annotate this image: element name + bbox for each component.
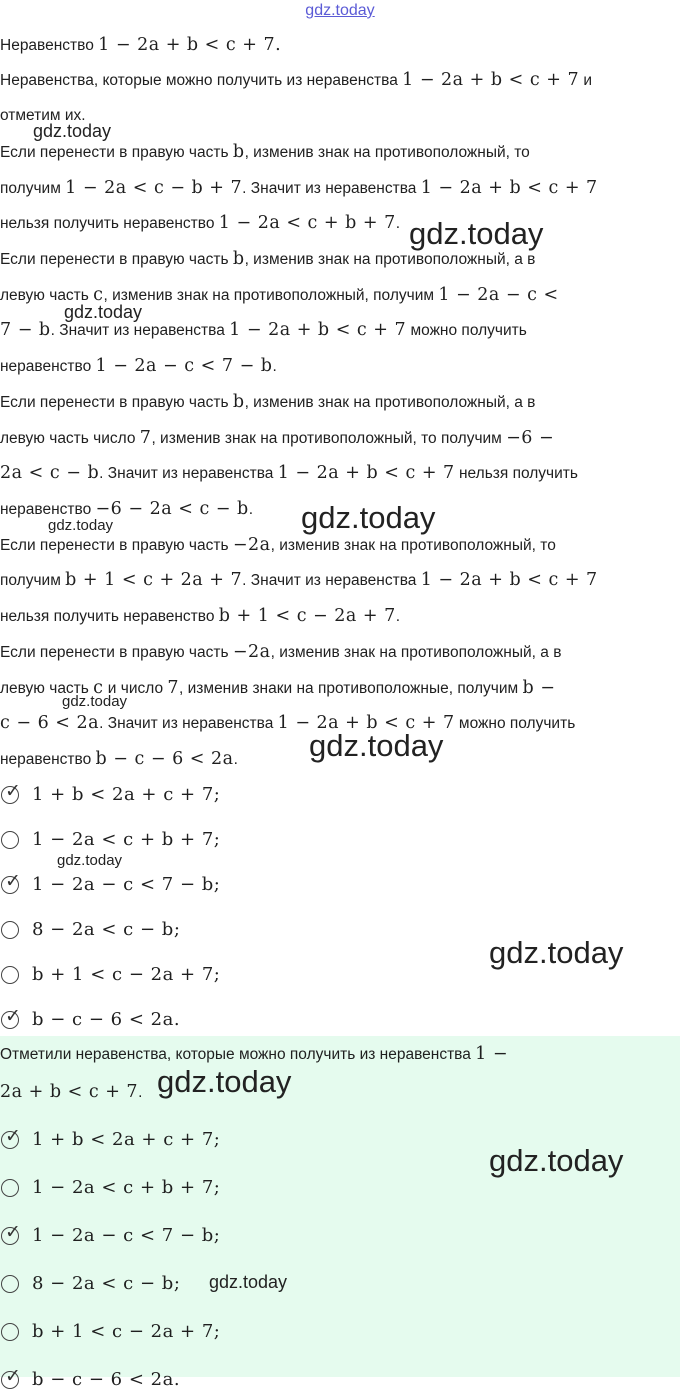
math: 1 − 2a + b < c + 7 [277,463,455,483]
case2-line-1 [0,249,680,270]
empty-circle-icon[interactable] [1,1179,19,1197]
case1-line-1 [0,142,680,163]
text: нельзя получить неравенство [0,215,219,232]
text: Если перенести в правую часть [0,144,233,161]
math: c [93,678,104,698]
text: Если перенести в правую часть [0,251,233,268]
math: b [232,392,245,412]
text: нельзя получить неравенство [0,608,219,625]
watermark: gdz.today [409,216,544,251]
text: неравенство [0,358,96,375]
text: . [248,501,254,518]
text: Если перенести в правую часть [0,644,233,661]
gdz-link[interactable]: gdz.today [305,2,375,19]
math: 7 [139,428,152,448]
math: 2a < c − b [0,463,100,483]
intro-line-1 [0,35,680,56]
watermark: gdz.today [489,935,624,970]
case4-line-3 [0,606,680,627]
checkmark-glyph: ✓ [5,1005,21,1027]
text: неравенство [0,751,96,768]
checkmark-glyph: ✓ [5,1365,21,1387]
case1-line-2 [0,178,680,199]
text: , изменив знак на противоположный, то [244,144,530,161]
case2-line-3 [0,320,680,341]
case4-line-2 [0,570,680,591]
option-text: b + 1 < c − 2a + 7; [32,1321,221,1342]
text: и [579,72,593,89]
text: можно получить [454,715,576,732]
math: −2a [232,642,271,662]
text: . Значит из неравенства [50,322,230,339]
option-text: 1 + b < 2a + c + 7; [32,1129,221,1150]
text: . Значит из неравенства [242,180,421,197]
option-text: 1 + b < 2a + c + 7; [32,784,221,805]
answer-box [0,1036,680,1390]
watermark: gdz.today [62,693,128,710]
text: левую часть [0,287,94,304]
text: неравенство [0,501,96,518]
answer-line-2 [0,1082,680,1103]
watermark: gdz.today [309,728,444,763]
text: . [138,1084,143,1101]
checkmark-glyph: ✓ [5,870,21,892]
text: Отметили неравенства, которые можно получить из неравенства [0,1046,476,1063]
text: левую часть число [0,430,140,447]
empty-circle-icon[interactable] [1,1275,19,1293]
math: 1 − [475,1044,509,1064]
math: 1 − 2a − c < [438,285,559,305]
case3-line-1 [0,392,680,413]
math: b + 1 < c − 2a + 7 [218,606,396,626]
math: 7 [167,678,180,698]
text: можно получить [406,322,527,339]
math: b [232,142,245,162]
text: . [395,608,401,625]
math: 1 − 2a + b < c + 7 [420,178,598,198]
text: , изменив знак на противоположный, получим [103,287,439,304]
empty-circle-icon[interactable] [1,831,19,849]
text: . Значит из неравенства [99,465,278,482]
text: , изменив знак на противоположный, а в [270,644,562,661]
empty-circle-icon[interactable] [1,966,19,984]
math: 2a + b < c + 7 [0,1082,139,1102]
checkmark-glyph: ✓ [5,1125,21,1147]
math: b − [522,678,556,698]
math: 1 − 2a + b < c + 7 [420,570,598,590]
text: Если перенести в правую часть [0,537,233,554]
watermark: gdz.today [48,517,114,534]
math: 1 − 2a − c < 7 − b [95,356,273,376]
watermark: gdz.today [57,852,123,869]
math: b − c − 6 < 2a [95,749,234,769]
text: . [395,215,401,232]
math: 1 − 2a < c + b + 7 [218,213,396,233]
text: Неравенства, которые можно получить из неравенства [0,72,403,89]
text: и число [103,680,168,697]
math: b + 1 < c + 2a + 7 [65,570,243,590]
intro-line-2 [0,70,680,91]
math: 1 − 2a < c − b + 7 [65,178,243,198]
watermark: gdz.today [33,121,112,141]
watermark: gdz.today [301,500,436,535]
text: . [233,751,238,768]
case4-line-1 [0,535,680,556]
math: −2a [232,535,271,555]
option-text: 1 − 2a − c < 7 − b; [32,874,221,895]
text: , изменив знак на противоположный, а в [244,251,536,268]
text: нельзя получить [454,465,578,482]
text: , изменив знаки на противоположные, получим [179,680,523,697]
watermark: gdz.today [64,302,143,322]
case3-line-2 [0,428,680,449]
option-text: 1 − 2a < c + b + 7; [32,1177,221,1198]
case5-line-1 [0,642,680,663]
option-text: 1 − 2a < c + b + 7; [32,829,221,850]
math: 1 − 2a + b < c + 7 [229,320,407,340]
case1-line-3 [0,213,680,234]
text: отметим их. [0,107,86,124]
text: . Значит из неравенства [242,572,421,589]
option-text: 1 − 2a − c < 7 − b; [32,1225,221,1246]
math: −6 − 2a < c − b [95,499,249,519]
text: Если перенести в правую часть [0,394,233,411]
case2-line-4 [0,356,680,377]
option-text: b − c − 6 < 2a. [32,1009,181,1030]
math: 1 − 2a + b < c + 7. [98,35,282,55]
text: , изменив знак на противоположный, то получим [151,430,507,447]
text: , изменив знак на противоположный, то [270,537,556,554]
checkmark-glyph: ✓ [5,780,21,802]
math: 7 − b [0,320,51,340]
answer-line-1 [0,1044,680,1065]
math: c [93,285,104,305]
option-text: b − c − 6 < 2a. [32,1369,181,1390]
math: b [232,249,245,269]
option-text: 8 − 2a < c − b; [32,1273,181,1294]
text: , изменив знак на противоположный, а в [244,394,536,411]
watermark: gdz.today [157,1064,292,1099]
math: c − 6 < 2a [0,713,100,733]
empty-circle-icon[interactable] [1,921,19,939]
text: получим [0,572,66,589]
math: −6 − [506,428,555,448]
watermark: gdz.today [209,1272,288,1292]
math: 1 − 2a + b < c + 7 [277,713,455,733]
watermark: gdz.today [489,1143,624,1178]
text: левую часть [0,680,94,697]
text: Неравенство [0,37,99,54]
text: получим [0,180,66,197]
text: . [272,358,277,375]
text: . Значит из неравенства [99,715,278,732]
case3-line-3 [0,463,680,484]
checkmark-glyph: ✓ [5,1221,21,1243]
empty-circle-icon[interactable] [1,1323,19,1341]
option-text: b + 1 < c − 2a + 7; [32,964,221,985]
option-text: 8 − 2a < c − b; [32,919,181,940]
math: 1 − 2a + b < c + 7 [402,70,580,90]
